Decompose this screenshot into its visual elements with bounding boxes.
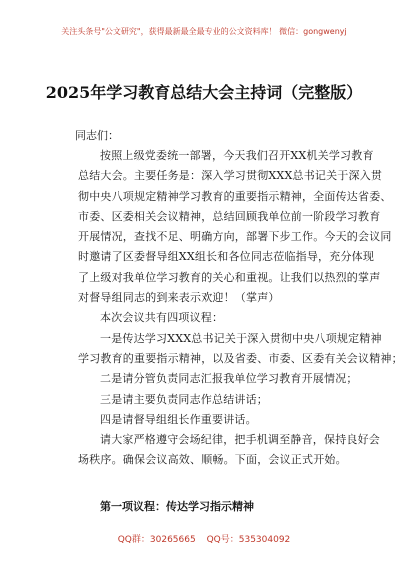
text-line: 彻中央八项规定精神学习教育的重要指示精神，全面传达省委、 xyxy=(78,189,392,203)
text-line: 按照上级党委统一部署，今天我们召开XX机关学习教育 xyxy=(100,149,374,162)
text-line: 学习教育的重要指示精神，以及省委、市委、区委有关会议精神； xyxy=(78,351,403,365)
text-line: 时邀请了区委督导组XX组长和各位同志莅临指导，充分体现 xyxy=(78,250,375,264)
text-line: 三是请主要负责同志作总结讲话； xyxy=(100,392,268,406)
text-line: 请大家严格遵守会场纪律，把手机调至静音，保持良好会 xyxy=(100,433,380,447)
text-line: 了上级对我单位学习教育的关心和重视。让我们以热烈的掌声 xyxy=(78,270,381,284)
text-line: 二是请分管负责同志汇报我单位学习教育开展情况； xyxy=(100,372,358,386)
top-banner: 关注头条号"公文研究"，获得最新最全最专业的公文资料库！ 微信：gongwenyj xyxy=(61,27,347,36)
text-line: 开展情况，查找不足、明确方向，部署下步工作。今天的会议同 xyxy=(78,230,392,244)
text-line: 一是传达学习XXX总书记关于深入贯彻中央八项规定精神 xyxy=(100,331,382,345)
text-line: 对督导组同志的到来表示欢迎！（掌声） xyxy=(78,291,280,305)
paragraph-opening xyxy=(78,146,403,471)
footer xyxy=(0,532,408,545)
text-line: 本次会议共有四项议程： xyxy=(100,311,224,325)
document-title: 2025年学习教育总结大会主持词（完整版） xyxy=(45,83,363,102)
footer-qq-number: QQ号：535304092 xyxy=(206,535,291,545)
text-line: 场秩序。确保会议高效、顺畅。下面，会议正式开始。 xyxy=(78,453,347,467)
section-heading: 第一项议程：传达学习指示精神 xyxy=(100,500,254,513)
text-line: 四是请督导组组长作重要讲话。 xyxy=(100,412,257,426)
salutation: 同志们： xyxy=(75,129,119,142)
footer-qq-group: QQ群：30265665 xyxy=(117,535,196,545)
text-line: 总结大会。主要任务是：深入学习贯彻XXX总书记关于深入贯 xyxy=(78,169,383,183)
text-line: 市委、区委相关会议精神，总结回顾我单位前一阶段学习教育 xyxy=(78,209,381,223)
